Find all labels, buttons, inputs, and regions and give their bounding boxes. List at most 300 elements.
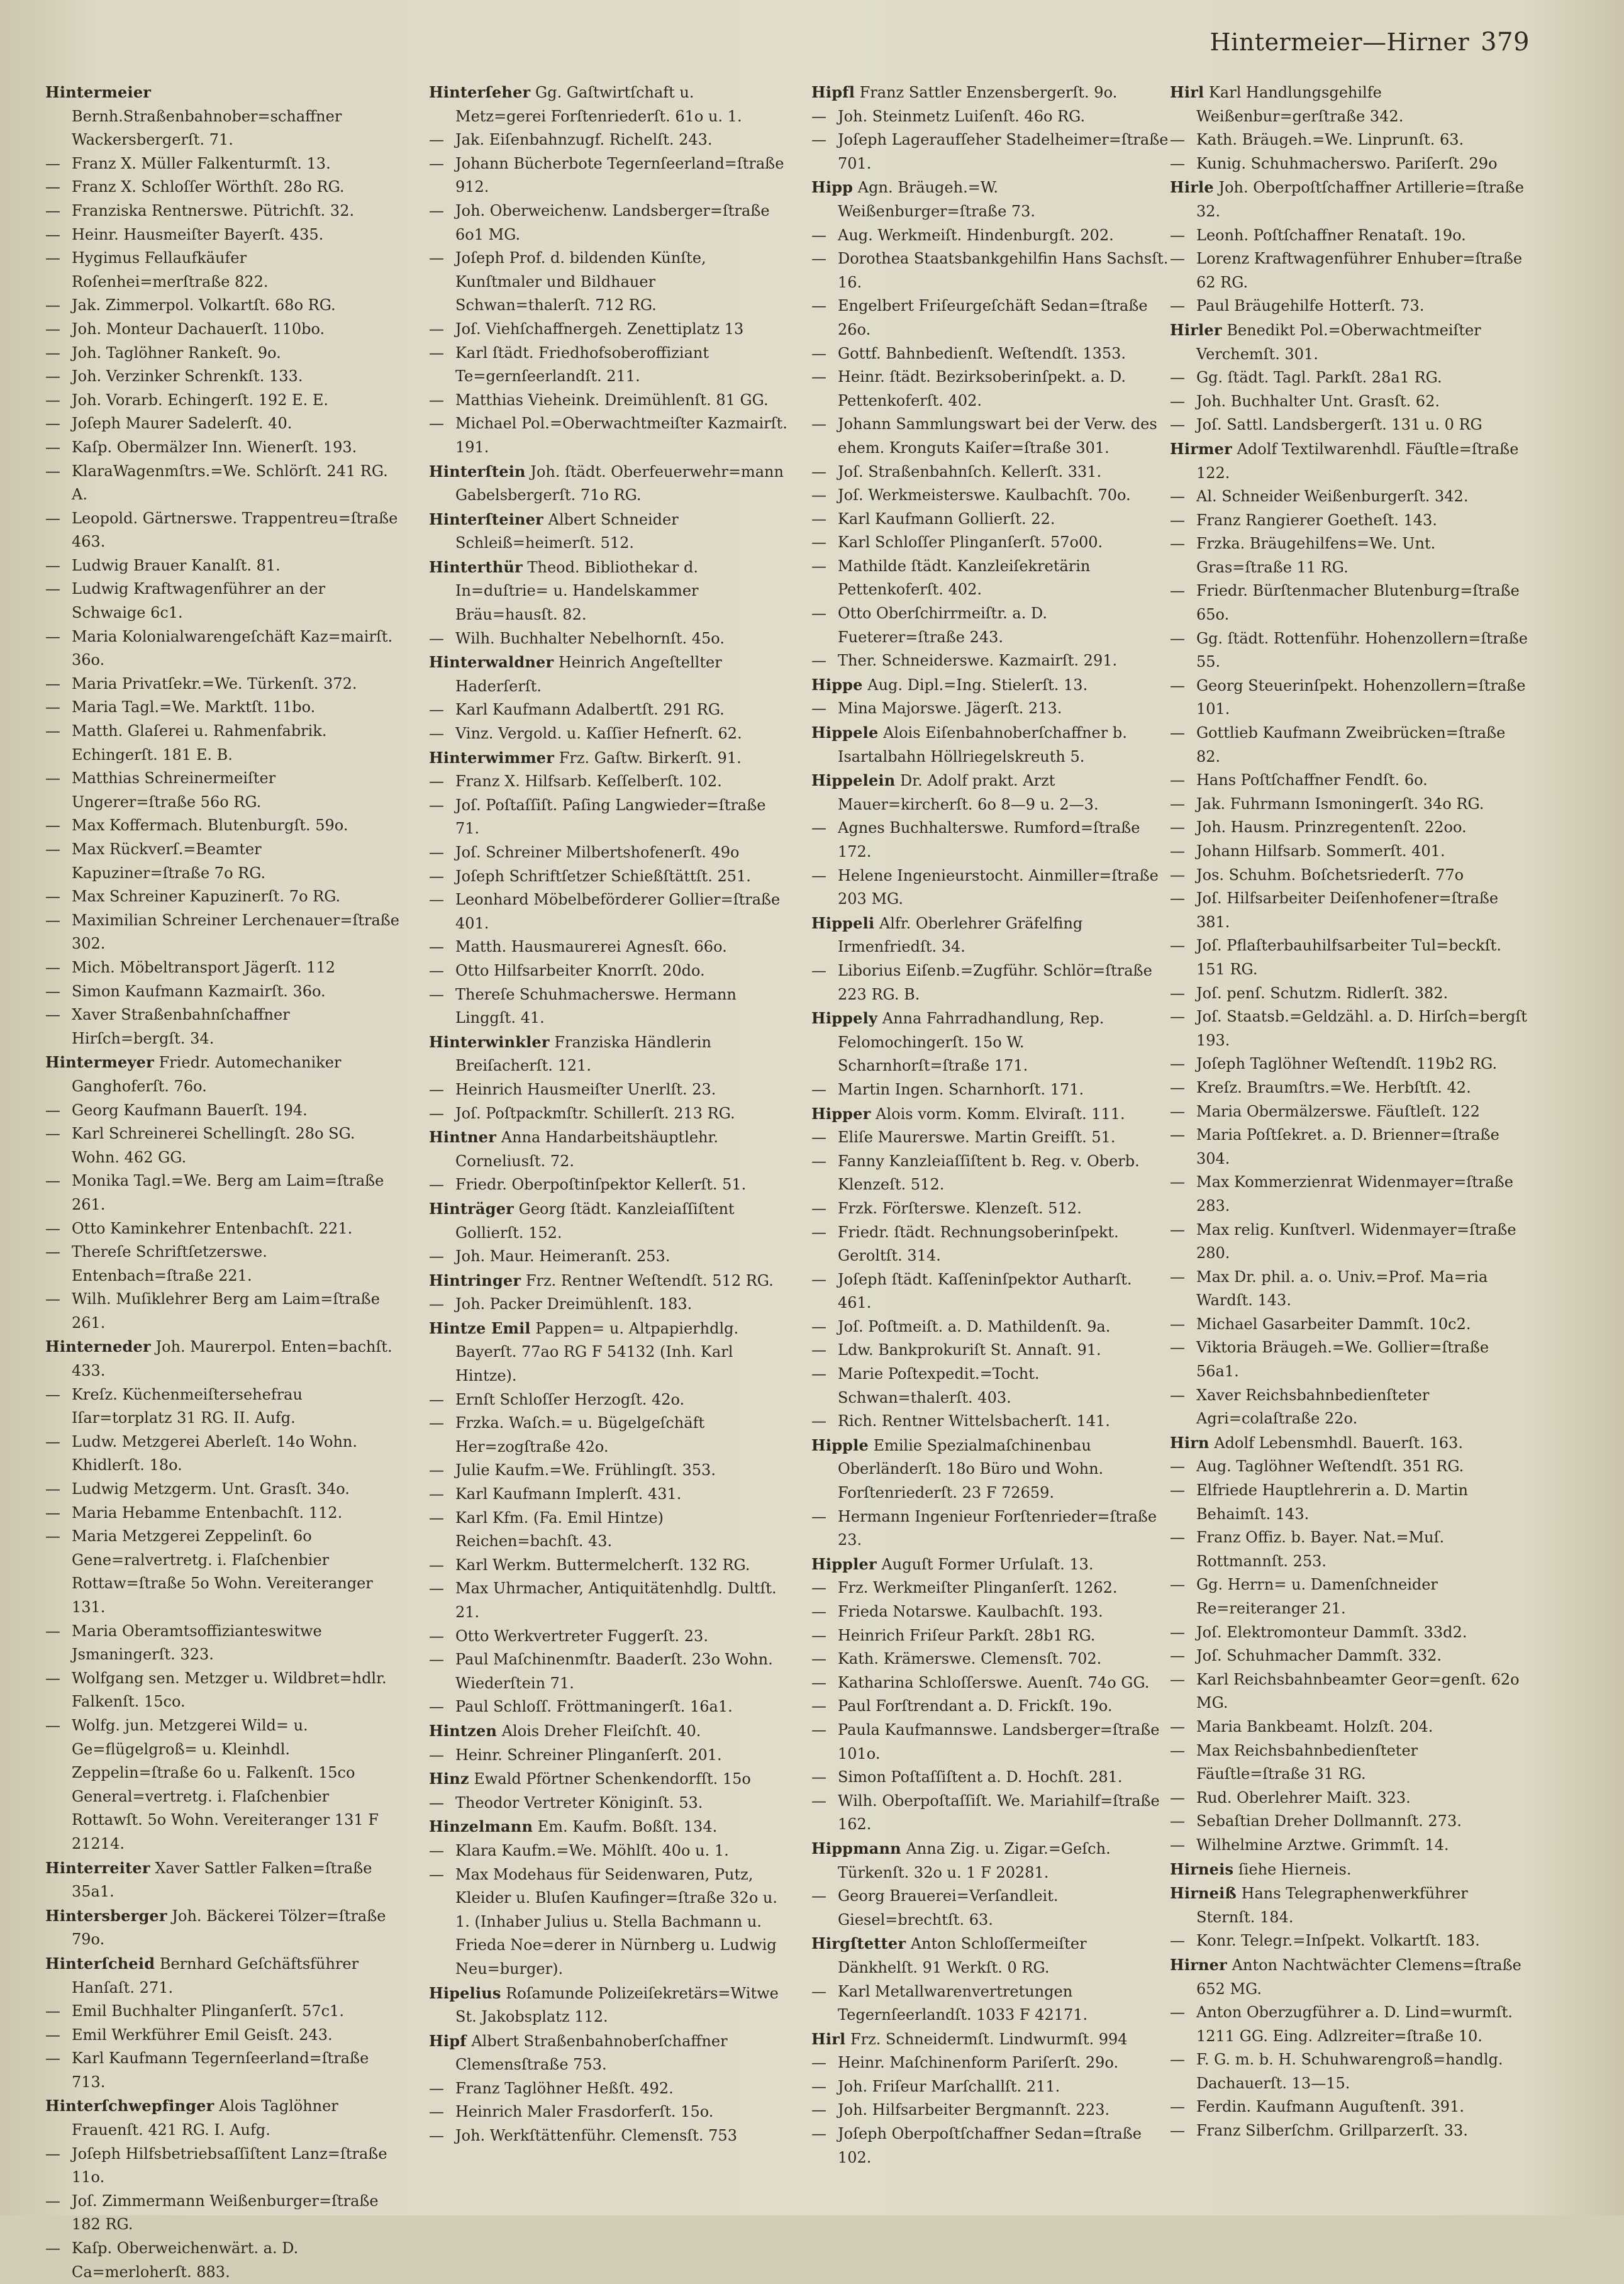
- repeat-dash: —: [429, 391, 444, 409]
- entry-text: Frz. Schneidermſt. Lindwurmſt. 994: [850, 2030, 1128, 2048]
- entry-headword: [429, 508, 787, 555]
- entry-headword: [429, 1125, 787, 1173]
- entry-text: Ludwig Brauer Kanalſt. 81.: [72, 556, 281, 574]
- entry-text: Simon Poſtaſſiſtent a. D. Hochſt. 281.: [838, 1768, 1123, 1786]
- entry-subentry: [429, 983, 787, 1030]
- entry-subentry: [45, 342, 404, 365]
- repeat-dash: —: [429, 1651, 444, 1669]
- entry-subentry: [429, 1173, 787, 1197]
- entry-text: Joſeph Taglöhner Weſtendſt. 119b2 RG.: [1196, 1055, 1498, 1073]
- entry-text: Bernh.Straßenbahnober=schaffner Wackersbergerſt. 71.: [72, 107, 342, 149]
- repeat-dash: —: [811, 866, 826, 884]
- entry-subentry: [429, 627, 787, 651]
- entry-text: Joſ. Poſtaſſiſt. Paſing Langwieder=ſtraße 71.: [455, 796, 766, 838]
- entry-text: Franz X. Müller Falkenturmſt. 13.: [72, 154, 331, 172]
- entry-surname: Hippler: [811, 1554, 877, 1573]
- entry-text: Joſ. Elektromonteur Dammſt. 33d2.: [1196, 1623, 1467, 1641]
- entry-subentry: [45, 885, 404, 909]
- entry-subentry: [1170, 840, 1528, 864]
- entry-subentry: [1170, 579, 1528, 627]
- entry-text: KlaraWagenmſtrs.=We. Schlörſt. 241 RG. A.: [72, 462, 388, 504]
- entry-subentry: [45, 2142, 404, 2190]
- entry-subentry: [429, 342, 787, 389]
- entry-subentry: [429, 2124, 787, 2148]
- entry-surname: Hinterſteiner: [429, 510, 544, 528]
- entry-text: Karl Kfm. (Fa. Emil Hintze) Reichen=bachſt. 43.: [455, 1508, 664, 1551]
- repeat-dash: —: [1170, 629, 1185, 647]
- entry-text: Gottlieb Kaufmann Zweibrücken=ſtraße 82.: [1196, 724, 1506, 766]
- entry-subentry: [1170, 1076, 1528, 1100]
- entry-text: Wolfg. jun. Metzgerei Wild= u. Ge=flügelgroß= u. Kleinhdl. Zeppelin=ſtraße 6o u. Falkenſt. 15co General=vertretg. i. Flaſchenbier Rottawſt. 5o Wohn. Vereiteranger 131 F 21214.: [72, 1716, 379, 1852]
- entry-subentry: [45, 1430, 404, 1478]
- entry-text: Georg Kaufmann Bauerſt. 194.: [72, 1101, 308, 1119]
- entry-subentry: [429, 959, 787, 983]
- entry-subentry: [811, 1695, 1170, 1719]
- entry-text: Joh. Bäckerei Tölzer=ſtraße 79o.: [72, 1907, 386, 1949]
- repeat-dash: —: [45, 2144, 60, 2163]
- repeat-dash: —: [45, 1101, 60, 1119]
- entry-text: Wilh. Muſiklehrer Berg am Laim=ſtraße 261.: [72, 1290, 380, 1332]
- repeat-dash: —: [811, 1270, 826, 1288]
- entry-headword: [429, 1767, 787, 1791]
- repeat-dash: —: [1170, 1932, 1185, 1950]
- entry-subentry: [429, 1078, 787, 1102]
- entry-text: Johann Hilfsarb. Sommerſt. 401.: [1196, 842, 1445, 860]
- repeat-dash: —: [1170, 1126, 1185, 1144]
- entry-headword: [429, 650, 787, 698]
- repeat-dash: —: [811, 533, 826, 552]
- entry-subentry: [811, 1719, 1170, 1766]
- entry-text: Simon Kaufmann Kazmairſt. 36o.: [72, 982, 326, 1000]
- entry-text: Matthias Vieheink. Dreimühlenſt. 81 GG.: [455, 391, 769, 409]
- repeat-dash: —: [811, 415, 826, 433]
- entry-subentry: [1170, 1479, 1528, 1526]
- entry-text: Joſ. Zimmermann Weißenburger=ſtraße 182 RG.: [72, 2192, 379, 2234]
- entry-text: Rich. Rentner Wittelsbacherſt. 141.: [838, 1412, 1110, 1430]
- entry-subentry: [811, 1410, 1170, 1434]
- entry-headword: [811, 1552, 1170, 1577]
- repeat-dash: —: [429, 131, 444, 149]
- repeat-dash: —: [429, 867, 444, 885]
- repeat-dash: —: [429, 1556, 444, 1574]
- repeat-dash: —: [45, 391, 60, 409]
- entry-text: Joſeph Maurer Sadelerſt. 40.: [72, 415, 292, 433]
- entry-surname: Hipper: [811, 1104, 871, 1123]
- repeat-dash: —: [1170, 771, 1185, 789]
- repeat-dash: —: [1170, 416, 1185, 434]
- entry-subentry: [45, 318, 404, 342]
- entry-subentry: [1170, 1668, 1528, 1715]
- entry-subentry: [45, 1501, 404, 1525]
- entry-subentry: [811, 1197, 1170, 1221]
- repeat-dash: —: [1170, 2003, 1185, 2022]
- entry-subentry: [811, 224, 1170, 248]
- entry-headword: [429, 1030, 787, 1078]
- entry-text: Anton Oberzugführer a. D. Lind=wurmſt. 1211 GG. Eing. Adlzreiter=ſtraße 10.: [1196, 2003, 1513, 2045]
- repeat-dash: —: [45, 296, 60, 315]
- repeat-dash: —: [811, 1603, 826, 1620]
- entry-subentry: [1170, 674, 1528, 721]
- repeat-dash: —: [429, 1176, 444, 1194]
- entry-subentry: [1170, 793, 1528, 816]
- repeat-dash: —: [811, 1199, 826, 1217]
- entry-text: Joh. Hausm. Prinzregentenſt. 22oo.: [1196, 818, 1467, 837]
- entry-text: ſiehe Hierneis.: [1238, 1860, 1352, 1878]
- entry-text: Ferdin. Kaufmann Auguſtenſt. 391.: [1196, 2098, 1464, 2116]
- repeat-dash: —: [429, 1414, 444, 1432]
- entry-subentry: [45, 1217, 404, 1241]
- entry-text: Monika Tagl.=We. Berg am Laim=ſtraße 261.: [72, 1172, 384, 1213]
- entry-text: Konr. Telegr.=Inſpekt. Volkartſt. 183.: [1196, 1932, 1480, 1950]
- entry-headword: [811, 911, 1170, 959]
- repeat-dash: —: [45, 249, 60, 267]
- entry-subentry: [45, 389, 404, 413]
- entry-subentry: [1170, 1336, 1528, 1383]
- entry-subentry: [45, 909, 404, 956]
- repeat-dash: —: [1170, 724, 1185, 742]
- entry-subentry: [45, 2237, 404, 2284]
- repeat-dash: —: [45, 769, 60, 788]
- entry-text: Joh. Vorarb. Echingerſt. 192 E. E.: [72, 391, 328, 409]
- repeat-dash: —: [45, 722, 60, 740]
- entry-headword: [429, 1815, 787, 1839]
- entry-subentry: [1170, 1739, 1528, 1786]
- entry-text: Franz Rangierer Goetheſt. 143.: [1196, 511, 1437, 529]
- repeat-dash: —: [45, 462, 60, 480]
- entry-subentry: [1170, 294, 1528, 318]
- entry-subentry: [1170, 721, 1528, 769]
- entry-text: Jak. Eiſenbahnzugf. Richelſt. 243.: [455, 131, 713, 149]
- entry-text: Friedr. Bürſtenmacher Blutenburg=ſtraße 65o.: [1196, 582, 1520, 624]
- repeat-dash: —: [45, 2192, 60, 2210]
- entry-text: Adolf Lebensmhdl. Bauerſt. 163.: [1214, 1434, 1463, 1452]
- repeat-dash: —: [45, 816, 60, 835]
- repeat-dash: —: [1170, 1008, 1185, 1026]
- repeat-dash: —: [45, 958, 60, 976]
- repeat-dash: —: [429, 1793, 444, 1812]
- repeat-dash: —: [429, 1247, 444, 1266]
- repeat-dash: —: [811, 604, 826, 623]
- entry-headword: [429, 746, 787, 771]
- repeat-dash: —: [1170, 2051, 1185, 2069]
- entry-text: Maria Poſtſekret. a. D. Brienner=ſtraße 304.: [1196, 1126, 1499, 1167]
- entry-subentry: [45, 436, 404, 460]
- entry-subentry: [811, 1885, 1170, 1932]
- entry-subentry: [811, 1624, 1170, 1648]
- entry-text: Friedr. ſtädt. Rechnungsoberinſpekt. Geroltſt. 314.: [838, 1223, 1119, 1265]
- entry-text: Dr. Adolf prakt. Arzt Mauer=kircherſt. 6o 8—9 u. 2—3.: [838, 772, 1099, 813]
- entry-subentry: [429, 1459, 787, 1483]
- repeat-dash: —: [45, 225, 60, 243]
- entry-headword: [45, 2094, 404, 2142]
- entry-subentry: [429, 1483, 787, 1507]
- entry-text: Kath. Bräugeh.=We. Linprunſt. 63.: [1196, 131, 1464, 149]
- entry-headword: [429, 81, 787, 128]
- entry-subentry: [811, 602, 1170, 649]
- entry-subentry: [429, 1102, 787, 1126]
- entry-text: Friedr. Automechaniker Ganghoferſt. 76o.: [72, 1054, 342, 1095]
- entry-text: Maria Oberamtsoffizianteswitwe Jsmaningerſt. 323.: [72, 1622, 322, 1664]
- repeat-dash: —: [429, 249, 444, 267]
- entry-subentry: [45, 1620, 404, 1667]
- repeat-dash: —: [429, 320, 444, 338]
- entry-text: Karl Kaufmann Tegernſeerland=ſtraße 713.: [72, 2049, 369, 2091]
- entry-surname: Hirner: [1170, 1955, 1228, 1974]
- entry-text: Matthias Schreinermeiſter Ungerer=ſtraße 56o RG.: [72, 769, 276, 811]
- entry-subentry: [811, 2122, 1170, 2170]
- entry-surname: Hinterſeher: [429, 83, 531, 101]
- entry-subentry: [811, 1766, 1170, 1790]
- entry-text: Joſ. Hilfsarbeiter Deiſenhofener=ſtraße 381.: [1196, 889, 1499, 931]
- entry-text: Leopold. Gärtnerswe. Trappentreu=ſtraße 463.: [72, 509, 398, 551]
- entry-text: Xaver Straßenbahnſchaffner Hirſch=bergſt. 34.: [72, 1006, 290, 1047]
- entry-subentry: [429, 152, 787, 199]
- repeat-dash: —: [45, 1219, 60, 1237]
- entry-text: Karl Werkm. Buttermelcherſt. 132 RG.: [455, 1556, 750, 1574]
- entry-subentry: [1170, 1123, 1528, 1171]
- entry-subentry: [429, 794, 787, 841]
- repeat-dash: —: [429, 772, 444, 791]
- entry-text: Eliſe Maurerswe. Martin Greifſt. 51.: [838, 1128, 1116, 1147]
- entry-subentry: [811, 1126, 1170, 1150]
- entry-subentry: [45, 412, 404, 436]
- entry-headword: [429, 1719, 787, 1744]
- entry-text: Ludwig Kraftwagenführer an der Schwaige 6c1.: [72, 580, 326, 622]
- entry-subentry: [1170, 413, 1528, 437]
- entry-subentry: [429, 1839, 787, 1863]
- entry-subentry: [1170, 1052, 1528, 1076]
- entry-subentry: [1170, 1573, 1528, 1620]
- entry-text: Franz Sattler Enzensbergerſt. 9o.: [859, 84, 1118, 101]
- entry-headword: [429, 1269, 787, 1293]
- entry-text: Joſeph Prof. d. bildenden Künſte, Kunſtmaler und Bildhauer Schwan=thalerſt. 712 RG.: [455, 249, 706, 315]
- entry-text: Albert Straßenbahnoberſchaffner Clemensſtraße 753.: [455, 2032, 728, 2074]
- entry-text: Joh. Hilfsarbeiter Bergmannſt. 223.: [838, 2101, 1110, 2119]
- repeat-dash: —: [45, 201, 60, 220]
- entry-headword: [811, 1837, 1170, 1885]
- entry-subentry: [45, 554, 404, 578]
- entry-text: Kath. Krämerswe. Clemensſt. 702.: [838, 1650, 1102, 1668]
- entry-subentry: [1170, 1621, 1528, 1645]
- entry-subentry: [45, 1714, 404, 1856]
- entry-text: Anna Zig. u. Zigar.=Geſch. Türkenſt. 32o u. 1 F 20281.: [838, 1839, 1111, 1881]
- entry-text: Maria Privatſekr.=We. Türkenſt. 372.: [72, 674, 357, 693]
- entry-text: Ludw. Metzgerei Aberleſt. 14o Wohn. Khidlerſt. 18o.: [72, 1432, 358, 1474]
- entry-headword: [1170, 1858, 1528, 1882]
- entry-text: Frz. Gaſtw. Birkerſt. 91.: [559, 749, 742, 767]
- entry-text: Agnes Buchhalterswe. Rumford=ſtraße 172.: [838, 819, 1140, 861]
- entry-subentry: [45, 1003, 404, 1050]
- entry-headword: [429, 1317, 787, 1388]
- entry-text: Karl Schreinerei Schellingſt. 28o SG. Wohn. 462 GG.: [72, 1125, 355, 1166]
- entry-subentry: [45, 625, 404, 672]
- repeat-dash: —: [45, 1622, 60, 1640]
- repeat-dash: —: [1170, 511, 1185, 529]
- entry-subentry: [45, 1288, 404, 1335]
- entry-surname: Hintzen: [429, 1721, 498, 1740]
- entry-surname: Hirle: [1170, 178, 1214, 197]
- repeat-dash: —: [45, 2239, 60, 2258]
- repeat-dash: —: [1170, 392, 1185, 410]
- entry-text: Gg. Herrn= u. Damenſchneider Re=reiteranger 21.: [1196, 1576, 1438, 1617]
- entry-text: Julie Kaufm.=We. Frühlingſt. 353.: [455, 1461, 716, 1479]
- repeat-dash: —: [811, 2054, 826, 2072]
- entry-subentry: [1170, 532, 1528, 579]
- repeat-dash: —: [811, 131, 826, 149]
- entry-surname: Hipfl: [811, 83, 855, 101]
- entry-subentry: [45, 767, 404, 814]
- repeat-dash: —: [1170, 1315, 1185, 1333]
- entry-subentry: [45, 1525, 404, 1619]
- repeat-dash: —: [1170, 1102, 1185, 1120]
- entry-headword: [429, 460, 787, 508]
- entry-subentry: [1170, 2095, 1528, 2119]
- entry-surname: Hirn: [1170, 1433, 1210, 1452]
- entry-subentry: [1170, 816, 1528, 840]
- entry-text: Albert Schneider Schleiß=heimerſt. 512.: [455, 510, 679, 552]
- entry-subentry: [811, 128, 1170, 175]
- entry-text: Dorothea Staatsbankgehilfin Hans Sachsſt. 16.: [838, 250, 1169, 291]
- entry-text: Kreſz. Braumſtrs.=We. Herbſtſt. 42.: [1196, 1078, 1471, 1096]
- entry-subentry: [45, 2190, 404, 2237]
- entry-subentry: [1170, 2001, 1528, 2048]
- repeat-dash: —: [811, 1412, 826, 1430]
- entry-headword: [811, 721, 1170, 769]
- entry-text: Joſ. penſ. Schutzm. Ridlerſt. 382.: [1196, 984, 1449, 1002]
- entry-text: Franz X. Hilfsarb. Keſſelberſt. 102.: [455, 772, 722, 791]
- repeat-dash: —: [1170, 842, 1185, 860]
- entry-text: Mich. Möbeltransport Jägerſt. 112: [72, 958, 335, 976]
- entry-surname: Hinterſtein: [429, 462, 526, 481]
- entry-headword: [45, 1952, 404, 2000]
- entry-text: Joſ. Schreiner Milbertshofenerſt. 49o: [455, 844, 740, 861]
- repeat-dash: —: [1170, 1529, 1185, 1547]
- entry-text: Karl Reichsbahnbeamter Geor=genſt. 62o MG.: [1196, 1670, 1520, 1712]
- repeat-dash: —: [811, 368, 826, 386]
- entry-subentry: [429, 1625, 787, 1649]
- entry-text: Elfriede Hauptlehrerin a. D. Martin Behaimſt. 143.: [1196, 1481, 1468, 1523]
- entry-text: Wilh. Buchhalter Nebelhornſt. 45o.: [455, 629, 725, 647]
- entry-text: Leonh. Poſtſchaffner Renataſt. 19o.: [1196, 226, 1466, 244]
- entry-text: Alois Taglöhner Frauenſt. 421 RG. I. Aufg.: [72, 2097, 338, 2139]
- entry-text: Franziska Händlerin Breiſacherſt. 121.: [455, 1033, 711, 1075]
- entry-subentry: [45, 2047, 404, 2094]
- entry-surname: Hintermeier: [45, 83, 152, 101]
- entry-subentry: [1170, 1526, 1528, 1573]
- repeat-dash: —: [811, 1982, 826, 2000]
- entry-subentry: [1170, 1834, 1528, 1858]
- repeat-dash: —: [429, 985, 444, 1003]
- repeat-dash: —: [811, 1579, 826, 1597]
- entry-surname: Hinterwaldner: [429, 653, 554, 672]
- entry-subentry: [45, 294, 404, 318]
- repeat-dash: —: [45, 911, 60, 929]
- entry-surname: Hinz: [429, 1769, 469, 1788]
- entry-surname: Hinterwinkler: [429, 1032, 550, 1051]
- repeat-dash: —: [45, 1503, 60, 1522]
- entry-subentry: [45, 223, 404, 247]
- entry-subentry: [1170, 366, 1528, 390]
- repeat-dash: —: [45, 840, 60, 858]
- repeat-dash: —: [811, 510, 826, 528]
- entry-text: Heinrich Hausmeiſter Unerlſt. 23.: [455, 1080, 716, 1098]
- column-4: [1170, 81, 1528, 2194]
- entry-subentry: [1170, 1313, 1528, 1337]
- entry-subentry: [45, 460, 404, 507]
- running-head: [1210, 28, 1530, 57]
- repeat-dash: —: [45, 1290, 60, 1308]
- entry-text: Joſ. Straßenbahnſch. Kellerſt. 331.: [838, 462, 1102, 481]
- entry-subentry: [45, 956, 404, 980]
- repeat-dash: —: [811, 652, 826, 670]
- entry-text: Franz Taglöhner Heßſt. 492.: [455, 2079, 674, 2097]
- entry-text: Karl Schloſſer Plinganſerſt. 57o00.: [838, 533, 1103, 552]
- entry-surname: Hintze Emil: [429, 1318, 531, 1337]
- entry-text: Alois Dreher Fleiſchſt. 40.: [501, 1722, 701, 1740]
- entry-text: Joſ. Werkmeisterswe. Kaulbachſt. 70o.: [838, 486, 1131, 504]
- repeat-dash: —: [1170, 487, 1185, 506]
- entry-surname: Hipf: [429, 2031, 467, 2050]
- entry-subentry: [45, 1240, 404, 1288]
- entry-subentry: [45, 1099, 404, 1123]
- entry-surname: Hinterthür: [429, 557, 523, 576]
- repeat-dash: —: [45, 627, 60, 645]
- entry-surname: Hinterſcheid: [45, 1954, 155, 1973]
- entry-text: Joh. Werkſtättenführ. Clemensſt. 753: [455, 2127, 737, 2145]
- entry-text: Al. Schneider Weißenburgerſt. 342.: [1196, 487, 1469, 506]
- entry-text: Helene Ingenieurstocht. Ainmiller=ſtraße 203 MG.: [838, 866, 1159, 908]
- entry-subentry: [1170, 769, 1528, 793]
- column-2: [429, 81, 787, 2194]
- repeat-dash: —: [429, 1461, 444, 1479]
- entry-subentry: [811, 1647, 1170, 1671]
- entry-subentry: [45, 2000, 404, 2024]
- entry-subentry: [1170, 1786, 1528, 1810]
- entry-subentry: [429, 128, 787, 152]
- entry-text: Joſ. Sattl. Landsbergerſt. 131 u. 0 RG: [1196, 416, 1482, 434]
- entry-text: Max Dr. phil. a. o. Univ.=Prof. Ma=ria Wardſt. 143.: [1196, 1267, 1488, 1310]
- repeat-dash: —: [811, 250, 826, 268]
- entry-subentry: [429, 2100, 787, 2124]
- entry-headword: [1170, 1881, 1528, 1929]
- entry-subentry: [429, 1744, 787, 1768]
- entry-headword: [811, 81, 1170, 105]
- page-number: 379: [1481, 28, 1530, 57]
- entry-text: Mina Majorswe. Jägerſt. 213.: [838, 699, 1062, 718]
- entry-subentry: [1170, 128, 1528, 152]
- repeat-dash: —: [811, 1768, 826, 1786]
- entry-text: Michael Gasarbeiter Dammſt. 10c2.: [1196, 1315, 1471, 1333]
- repeat-dash: —: [1170, 226, 1185, 244]
- entry-text: Ewald Pförtner Schenkendorfſt. 15o: [474, 1770, 751, 1788]
- entry-text: Joſeph Hilfsbetriebsaſſiſtent Lanz=ſtraße 11o.: [72, 2144, 387, 2187]
- entry-text: Max relig. Kunſtverl. Widenmayer=ſtraße 280.: [1196, 1220, 1516, 1262]
- entry-subentry: [45, 247, 404, 294]
- entry-text: Heinr. Maſchinenform Pariſerſt. 29o.: [838, 2054, 1119, 2072]
- entry-surname: Hintner: [429, 1128, 497, 1147]
- repeat-dash: —: [1170, 369, 1185, 387]
- entry-text: Johann Sammlungswart bei der Verw. des ehem. Kronguts Kaiſer=ſtraße 301.: [838, 415, 1157, 457]
- entry-text: Paul Schloſſ. Fröttmaningerſt. 16a1.: [455, 1698, 733, 1716]
- entry-subentry: [811, 342, 1170, 366]
- entry-subentry: [1170, 887, 1528, 934]
- repeat-dash: —: [1170, 1457, 1185, 1476]
- entry-text: Joſ. Viehſchaffnergeh. Zenettiplatz 13: [455, 320, 744, 338]
- entry-surname: Hinzelmann: [429, 1817, 533, 1836]
- entry-text: Karl ſtädt. Friedhofsoberoffiziant Te=gernſeerlandſt. 211.: [455, 343, 709, 386]
- running-title: Hintermeier—Hirner: [1210, 28, 1470, 56]
- entry-text: Emil Buchhalter Plinganſerſt. 57c1.: [72, 2002, 344, 2020]
